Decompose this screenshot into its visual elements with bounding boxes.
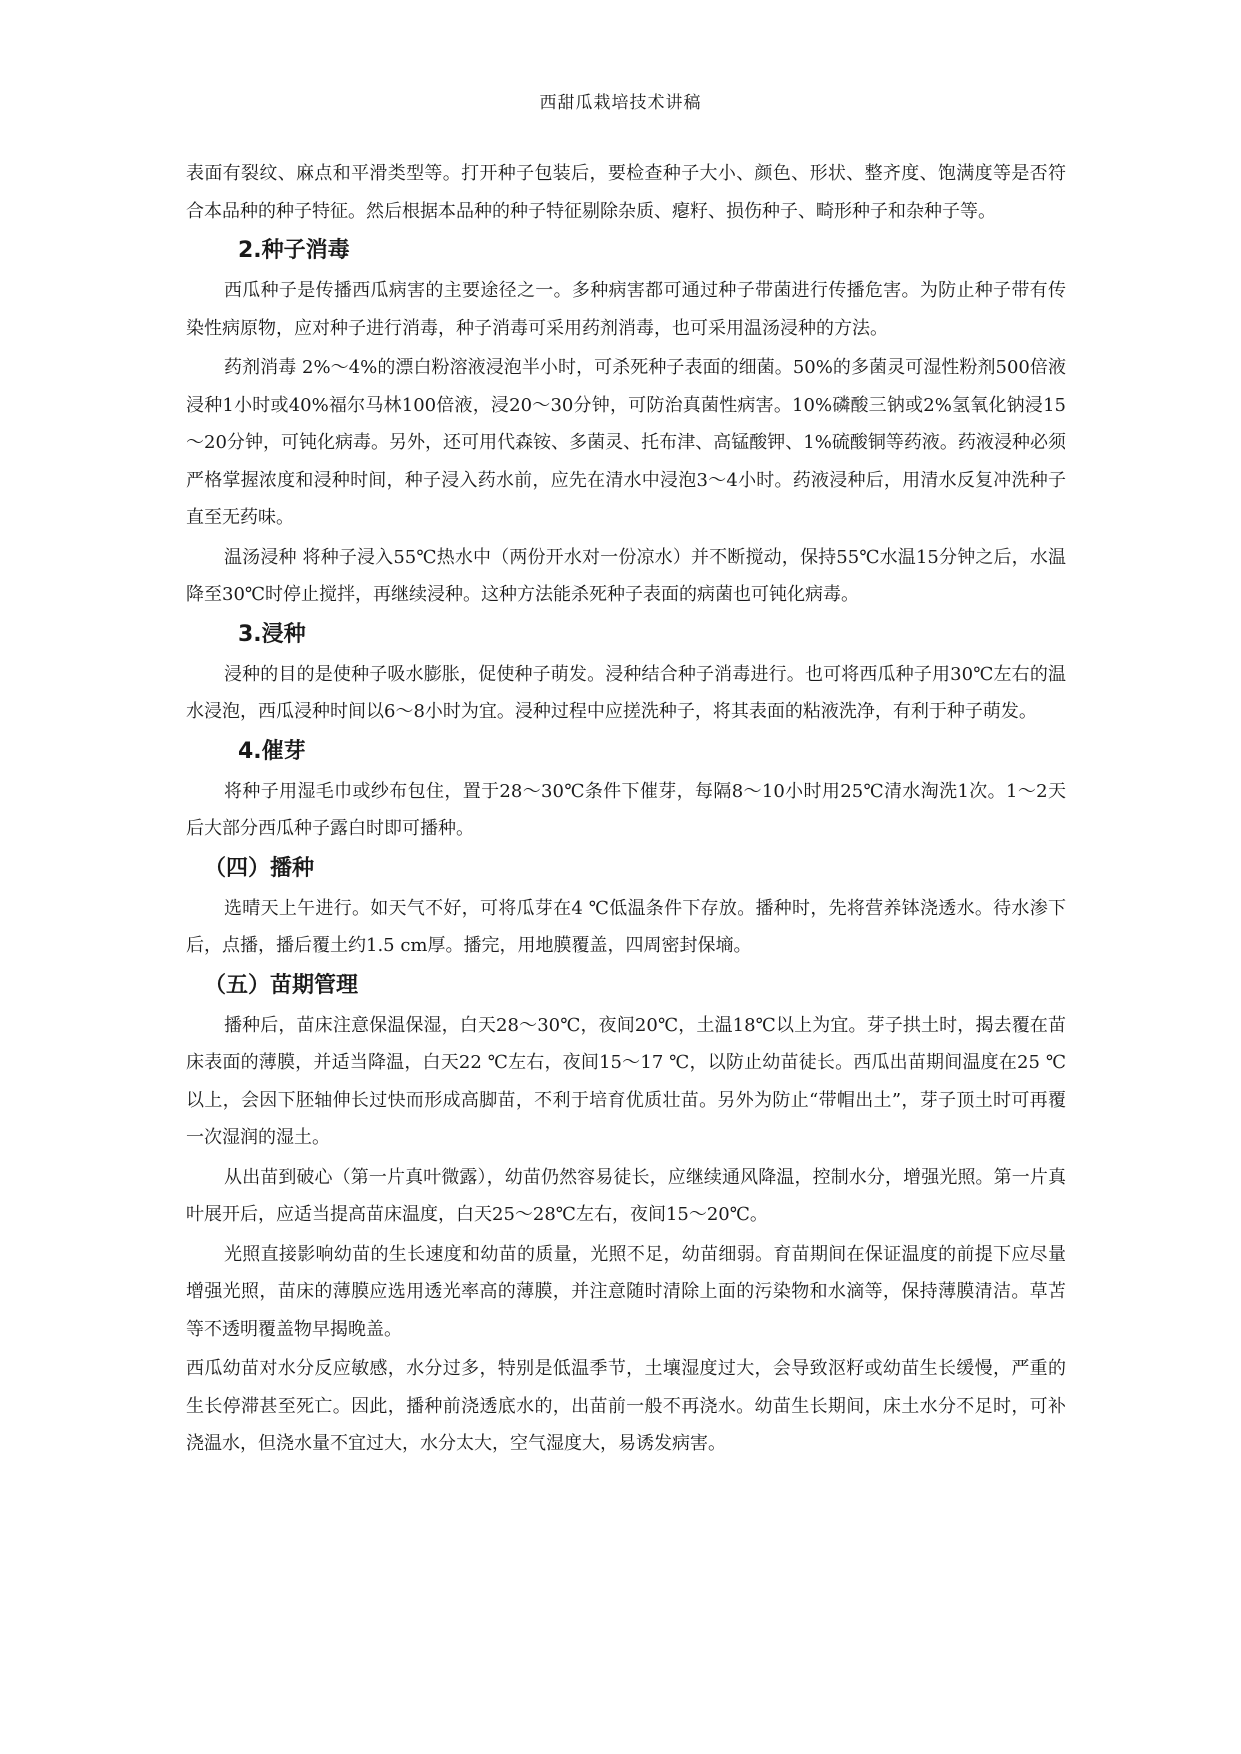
paragraph: 光照直接影响幼苗的生长速度和幼苗的质量，光照不足，幼苗细弱。育苗期间在保证温度的前提下应尽量增强光照，苗床的薄膜应选用透光率高的薄膜，并注意随时清除上面的污染物和水滴等，保持薄膜清洁。草苫等不透明覆盖物早揭晚盖。 [186,1243,1066,1340]
header-rule [184,128,1062,129]
intro-paragraph: 表面有裂纹、麻点和平滑类型等。打开种子包装后，要检查种子大小、颜色、形状、整齐度、饱满度等是否符合本品种的种子特征。然后根据本品种的种子特征剔除杂质、瘪籽、损伤种子、畸形种子和杂种子等。 [186,163,1066,222]
paragraph: 选晴天上午进行。如天气不好，可将瓜芽在4 ℃低温条件下存放。播种时，先将营养钵浇透水。待水渗下后，点播，播后覆土约1.5 cm厚。播完，用地膜覆盖，四周密封保墒。 [186,897,1066,956]
paragraph: 将种子用湿毛巾或纱布包住，置于28～30℃条件下催芽，每隔8～10小时用25℃清水淘洗1次。1～2天后大部分西瓜种子露白时即可播种。 [186,780,1066,839]
section-heading-seed-disinfection: 2.种子消毒 [238,238,350,263]
paragraph: 从出苗到破心（第一片真叶微露），幼苗仍然容易徒长，应继续通风降温，控制水分，增强光照。第一片真叶展开后，应适当提高苗床温度，白天25～28℃左右，夜间15～20℃。 [186,1166,1066,1225]
section-heading-seedling-management: （五）苗期管理 [204,972,359,998]
section-heading-sowing: （四）播种 [204,855,315,881]
section-heading-soaking: 3.浸种 [238,621,306,647]
paragraph: 药剂消毒 2%～4%的漂白粉溶液浸泡半小时，可杀死种子表面的细菌。50%的多菌灵可湿性粉剂500倍液浸种1小时或40%福尔马林100倍液，浸20～30分钟，可防治真菌性病害。10%磷酸三钠或2%氢氧化钠浸15～20分钟，可钝化病毒。另外，还可用代森铵、多菌灵、托布津、高锰酸钾、1%硫酸铜等药液。药液浸种必须严格掌握浓度和浸种时间，种子浸入药水前，应先在清水中浸泡3～4小时。药液浸种后，用清水反复冲洗种子直至无药味。 [186,357,1066,528]
paragraph: 西瓜幼苗对水分反应敏感，水分过多，特别是低温季节，土壤湿度过大，会导致沤籽或幼苗生长缓慢，严重的生长停滞甚至死亡。因此，播种前浇透底水的，出苗前一般不再浇水。幼苗生长期间，床土水分不足时，可补浇温水，但浇水量不宜过大，水分太大，空气湿度大，易诱发病害。 [186,1358,1066,1454]
paragraph: 西瓜种子是传播西瓜病害的主要途径之一。多种病害都可通过种子带菌进行传播危害。为防止种子带有传染性病原物，应对种子进行消毒，种子消毒可采用药剂消毒，也可采用温汤浸种的方法。 [186,280,1066,339]
section-heading-germination: 4.催芽 [238,738,306,764]
paragraph: 温汤浸种 将种子浸入55℃热水中（两份开水对一份凉水）并不断搅动，保持55℃水温15分钟之后，水温降至30℃时停止搅拌，再继续浸种。这种方法能杀死种子表面的病菌也可钝化病毒。 [186,546,1066,605]
page-header-title: 西甜瓜栽培技术讲稿 [539,93,702,113]
paragraph: 播种后，苗床注意保温保湿，白天28～30℃，夜间20℃，土温18℃以上为宜。芽子拱土时，揭去覆在苗床表面的薄膜，并适当降温，白天22 ℃左右，夜间15～17 ℃，以防止幼苗徒长。西瓜出苗期间温度在25 ℃以上，会因下胚轴伸长过快而形成高脚苗，不利于培育优质壮苗。另外为防止“带帽出土”，芽子顶土时可再覆一次湿润的湿土。 [186,1014,1066,1148]
document-body [186,155,1066,1465]
paragraph: 浸种的目的是使种子吸水膨胀，促使种子萌发。浸种结合种子消毒进行。也可将西瓜种子用30℃左右的温水浸泡，西瓜浸种时间以6～8小时为宜。浸种过程中应搓洗种子，将其表面的粘液洗净，有利于种子萌发。 [186,663,1066,722]
